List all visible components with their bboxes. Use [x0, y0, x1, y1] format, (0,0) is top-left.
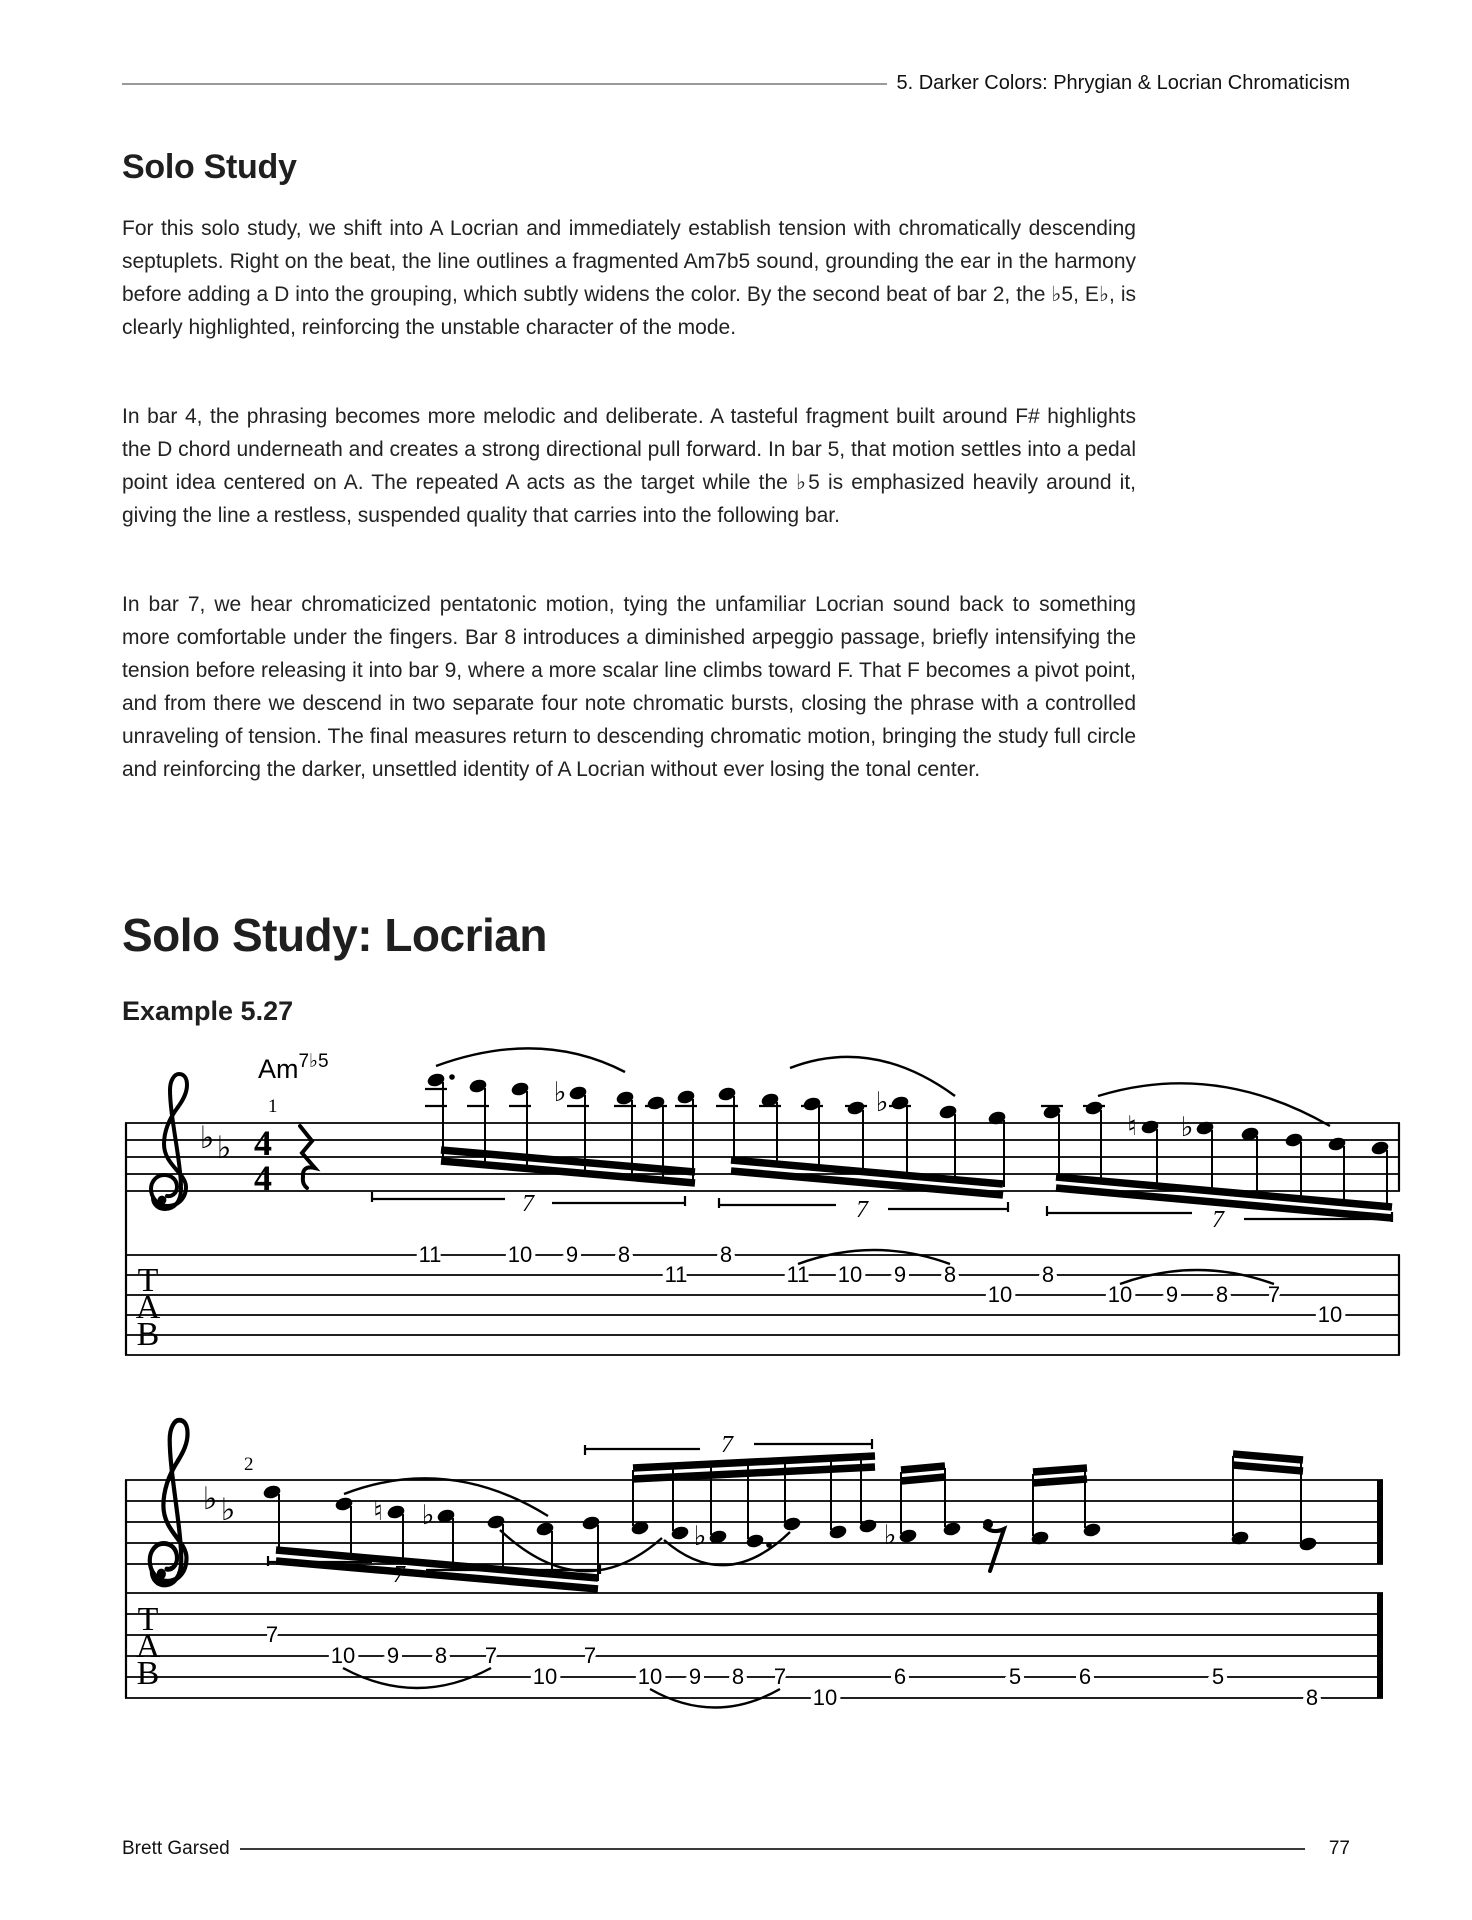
tab-clef	[136, 1601, 161, 1692]
tuplet-number: 7	[721, 1432, 733, 1458]
music-score	[0, 1040, 1472, 1740]
slur	[790, 1057, 955, 1096]
tab-slur	[1120, 1270, 1274, 1284]
tab-fret: 7	[265, 1622, 279, 1647]
tuplet-number: 7	[1212, 1207, 1224, 1233]
flat-icon: ♭	[220, 1492, 236, 1528]
tab-fret: 8	[1041, 1262, 1055, 1287]
tab-fret: 8	[1305, 1685, 1319, 1710]
header-rule	[122, 83, 887, 85]
flat-icon: ♭	[199, 1120, 215, 1156]
svg-text:T: T	[137, 1601, 159, 1638]
note-group	[884, 1454, 1318, 1571]
tab-fret: 7	[583, 1643, 597, 1668]
slur	[436, 1048, 625, 1072]
tab-fret: 6	[1078, 1664, 1092, 1689]
bar-number-2: 2	[244, 1454, 254, 1475]
tab-fret: 10	[507, 1242, 533, 1267]
tab-fret: 11	[664, 1262, 688, 1287]
paragraph-1: For this solo study, we shift into A Locrian and immediately establish tension with chromatically descending septuplets. Right on the beat, the line outlines a fragmented Am7b5 sound, grounding the ear in the harmony before adding a D into the grouping, which subtly widens the color. By the second beat of bar 2, the ♭5, E♭, is clearly highlighted, reinforcing the unstable character of the mode.	[122, 217, 1136, 339]
author-name: Brett Garsed	[122, 1838, 230, 1859]
tab-fret: 7	[484, 1643, 498, 1668]
tab-fret: 7	[773, 1664, 787, 1689]
flat-icon: ♭	[1180, 1112, 1194, 1143]
key-signature	[203, 1481, 236, 1528]
svg-text:T: T	[137, 1262, 159, 1299]
treble-clef-icon	[150, 1420, 188, 1585]
svg-text:A: A	[135, 1289, 161, 1326]
tab-fret: 7	[1267, 1282, 1281, 1307]
tab-fret: 9	[386, 1643, 400, 1668]
flat-icon: ♭	[553, 1077, 567, 1108]
flat-icon: ♭	[693, 1521, 707, 1552]
staff-lines	[125, 1123, 1400, 1191]
note-group	[262, 1478, 601, 1589]
paragraph-3: In bar 7, we hear chromaticized pentatonic motion, tying the unfamiliar Locrian sound back to something more comfortable under the fingers. Bar 8 introduces a diminished arpeggio passage, briefly intensifying the tension before releasing it into bar 9, where a more scalar line climbs toward F. That F becomes a pivot point, and from there we descend in two separate four note chromatic bursts, closing the phrase with a controlled unraveling of tension. The final measures return to descending chromatic motion, bringing the study full circle and reinforcing the darker, unsettled identity of A Locrian without ever losing the tonal center.	[122, 593, 1136, 781]
tab-fret: 9	[688, 1664, 702, 1689]
tuplet-number: 7	[522, 1191, 534, 1217]
beam	[1033, 1479, 1087, 1483]
tab-fret: 5	[1008, 1664, 1022, 1689]
tab-fret: 6	[893, 1664, 907, 1689]
beam	[901, 1466, 945, 1470]
chord-symbol	[258, 1051, 329, 1084]
chapter-title: 5. Darker Colors: Phrygian & Locrian Chromaticism	[896, 72, 1350, 94]
tab-fret: 10	[987, 1282, 1013, 1307]
note-group	[425, 1048, 697, 1183]
tab-fret: 9	[893, 1262, 907, 1287]
tab-slur	[798, 1250, 950, 1264]
time-signature	[254, 1123, 272, 1198]
beam	[1233, 1454, 1303, 1460]
tab-staff	[125, 1242, 1400, 1355]
footer-rule	[240, 1848, 1305, 1850]
tab-fret: 10	[1317, 1302, 1343, 1327]
svg-text:B: B	[136, 1655, 160, 1692]
page-footer	[122, 1838, 1350, 1860]
running-header	[122, 72, 1350, 95]
bar-number-1: 1	[268, 1096, 278, 1117]
system-2	[125, 1420, 1383, 1710]
flat-icon: ♭	[216, 1130, 232, 1166]
tuplet-number: 7	[856, 1197, 868, 1223]
treble-clef-icon	[151, 1074, 187, 1209]
tab-fret: 5	[1211, 1664, 1225, 1689]
natural-icon: ♮	[1127, 1111, 1137, 1142]
example-heading: Example 5.27	[122, 996, 294, 1026]
tab-fret: 8	[731, 1664, 745, 1689]
flat-icon: ♭	[202, 1481, 218, 1517]
tab-slur	[343, 1668, 491, 1688]
flat-icon: ♭	[875, 1087, 889, 1118]
svg-text:A: A	[135, 1628, 161, 1665]
tab-fret: 8	[719, 1242, 733, 1267]
section-heading: Solo Study	[122, 148, 297, 186]
tab-fret: 11	[786, 1262, 810, 1287]
flat-icon: ♭	[883, 1520, 897, 1551]
study-heading: Solo Study: Locrian	[122, 909, 547, 961]
tuplet-brackets	[372, 1191, 1392, 1233]
tab-fret: 10	[330, 1643, 356, 1668]
beam	[1233, 1465, 1303, 1471]
chord-superscript: 7♭5	[298, 1051, 329, 1072]
svg-text:4: 4	[254, 1123, 272, 1163]
svg-text:B: B	[136, 1316, 160, 1353]
tab-staff	[125, 1593, 1383, 1710]
tab-fret: 8	[617, 1242, 631, 1267]
svg-text:4: 4	[254, 1158, 272, 1198]
flat-icon: ♭	[421, 1500, 435, 1531]
tab-fret: 9	[1165, 1282, 1179, 1307]
natural-icon: ♮	[373, 1496, 383, 1527]
tab-fret: 10	[637, 1664, 663, 1689]
page-number: 77	[1328, 1838, 1350, 1859]
paragraph-2: In bar 4, the phrasing becomes more melodic and deliberate. A tasteful fragment built around F# highlights the D chord underneath and creates a strong directional pull forward. In bar 5, that motion settles into a pedal point idea centered on A. The repeated A acts as the target while the ♭5 is emphasized heavily around it, giving the line a restless, suspended quality that carries into the following bar.	[122, 405, 1136, 527]
note-group	[1041, 1083, 1392, 1218]
tab-fret: 10	[837, 1262, 863, 1287]
tab-fret: 9	[565, 1242, 579, 1267]
key-signature	[200, 1120, 232, 1166]
tab-clef	[136, 1262, 161, 1353]
beam	[901, 1477, 945, 1481]
tab-fret: 8	[434, 1643, 448, 1668]
tab-fret: 8	[1215, 1282, 1229, 1307]
tab-fret: 8	[943, 1262, 957, 1287]
chord-root: Am	[258, 1054, 299, 1084]
tuplet-number: 7	[393, 1562, 405, 1588]
augmentation-dot	[449, 1074, 455, 1080]
tab-fret: 10	[812, 1685, 838, 1710]
tab-fret: 10	[1107, 1282, 1133, 1307]
system-1	[125, 1048, 1400, 1355]
slur	[500, 1530, 662, 1571]
tab-fret: 10	[532, 1664, 558, 1689]
tab-fret: 11	[418, 1242, 442, 1267]
beam	[1033, 1468, 1087, 1472]
